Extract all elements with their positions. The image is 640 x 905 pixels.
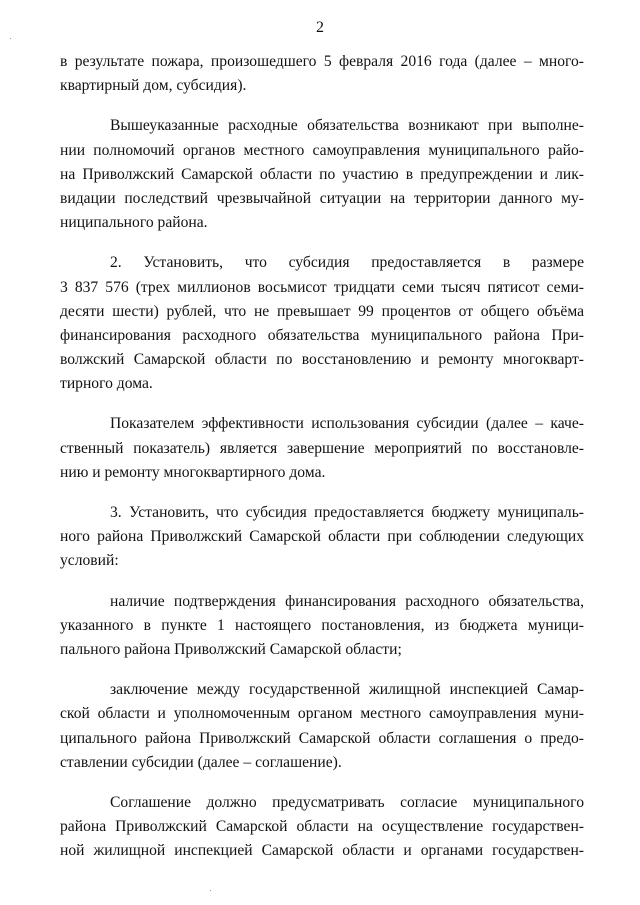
text-line: указанного в пункте 1 настоящего постановления, из бюджета муници- (60, 616, 584, 634)
text-line: ципального района Приволжский Самарской области соглашения о предо- (60, 729, 584, 747)
text-line: условий: (60, 552, 119, 570)
text-line: волжский Самарской области по восстановлению и ремонту многокварт- (60, 351, 584, 369)
text-line: ственный показатель) является завершение мероприятий по восстановле- (60, 439, 584, 457)
text-line: ской области и уполномоченным органом местного самоуправления муни- (60, 705, 584, 723)
text-line: тирного дома. (60, 375, 153, 393)
text-line: Показателем эффективности использования субсидии (далее – каче- (110, 415, 584, 433)
paragraph (60, 590, 584, 663)
paragraph (60, 114, 584, 235)
paragraph (60, 791, 584, 864)
text-line: района Приволжский Самарской области на осуществление государствен- (60, 818, 584, 836)
scan-speck (210, 890, 211, 891)
text-line: ставлении субсидии (далее – соглашение). (60, 753, 342, 771)
text-line: наличие подтверждения финансирования расходного обязательства, (110, 592, 584, 610)
text-line: 3. Установить, что субсидия предоставляется бюджету муниципаль- (110, 504, 584, 521)
paragraph (60, 501, 584, 574)
text-line: ной жилищной инспекцией Самарской области и органами государствен- (60, 842, 584, 860)
text-line: Соглашение должно предусматривать согласие муниципального (110, 793, 584, 811)
text-line: на Приволжский Самарской области по участию в предупреждении и лик- (60, 165, 584, 183)
text-line: заключение между государственной жилищной инспекцией Самар- (110, 681, 584, 699)
text-line: квартирный дом, субсидия). (60, 77, 247, 95)
text-line: Вышеуказанные расходные обязательства возникают при выполне- (110, 117, 584, 135)
text-line: в результате пожара, произошедшего 5 февраля 2016 года (далее – много- (60, 53, 584, 70)
paragraph (60, 50, 584, 98)
text-line: ного района Приволжский Самарской области при соблюдении следующих (60, 528, 584, 546)
text-line: нии полномочий органов местного самоуправления муниципального райо- (60, 141, 584, 159)
document-body (60, 50, 584, 863)
text-line: пального района Приволжский Самарской области; (60, 640, 402, 658)
text-line: финансирования расходного обязательства муниципального района При- (60, 326, 584, 344)
text-line: нию и ремонту многоквартирного дома. (60, 463, 326, 481)
text-line: десяти шести) рублей, что не превышает 99 процентов от общего объёма (60, 302, 584, 320)
text-line: 3 837 576 (трех миллионов восьмисот тридцати семи тысяч пятисот семи- (60, 278, 584, 296)
page-number: 2 (316, 19, 324, 36)
text-line: видации последствий чрезвычайной ситуации на территории данного му- (60, 189, 584, 207)
paragraph (60, 678, 584, 775)
paragraph (60, 412, 584, 485)
text-line: ниципального района. (60, 214, 208, 232)
scan-speck (10, 38, 11, 39)
paragraph (60, 251, 584, 396)
text-line: 2. Установить, что субсидия предоставляется в размере (110, 254, 584, 272)
